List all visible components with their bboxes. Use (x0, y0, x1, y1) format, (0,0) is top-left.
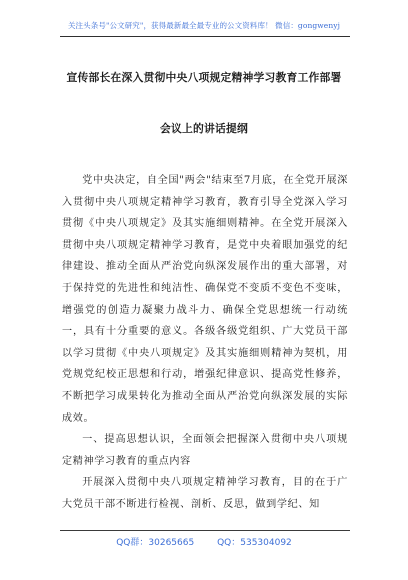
header-divider (60, 36, 350, 37)
body-paragraph: 开展深入贯彻中央八项规定精神学习教育，目的在于广大党员干部不断进行检视、剖析、反思，做到学纪、知 (62, 477, 348, 510)
footer-divider (60, 530, 350, 531)
footer-qq-group: QQ群：30265665 (116, 538, 195, 548)
header-note: 关注头条号"公文研究"，获得最新最全最专业的公文资料库！ 微信：gongwenyj (67, 21, 341, 30)
document-body (62, 170, 348, 516)
document-title-line-1: 宣传部长在深入贯彻中央八项规定精神学习教育工作部署 (66, 71, 342, 84)
body-paragraph: 党中央决定，自全国"两会"结束至7月底，在全党开展深入贯彻中央八项规定精神学习教育，教育引导全党深入学习贯彻《中央八项规定》及其实施细则精神。在全党开展深入贯彻中央八项规定精神学习教育，是党中央着眼加强党的纪律建设、推动全面从严治党向纵深发展作出的重大部署，对于保持党的先进性和纯洁性、确保党不变质不变色不变味，增强党的创造力凝聚力战斗力、确保全党思想统一行动统一，具有十分重要的意义。各级各级党组织、广大党员干部以学习贯彻《中央八项规定》及其实施细则精神为契机，用党规党纪校正思想和行动，增强纪律意识、提高党性修养，不断把学习成果转化为推动全面从严治党向纵深发展的实际成效。 (62, 175, 348, 424)
footer-qq: QQ：535304092 (217, 538, 292, 548)
document-title-line-2: 会议上的讲话提纲 (160, 122, 248, 135)
footer (0, 535, 408, 548)
section-heading: 一、提高思想认识，全面领会把握深入贯彻中央八项规定精神学习教育的重点内容 (62, 434, 348, 467)
